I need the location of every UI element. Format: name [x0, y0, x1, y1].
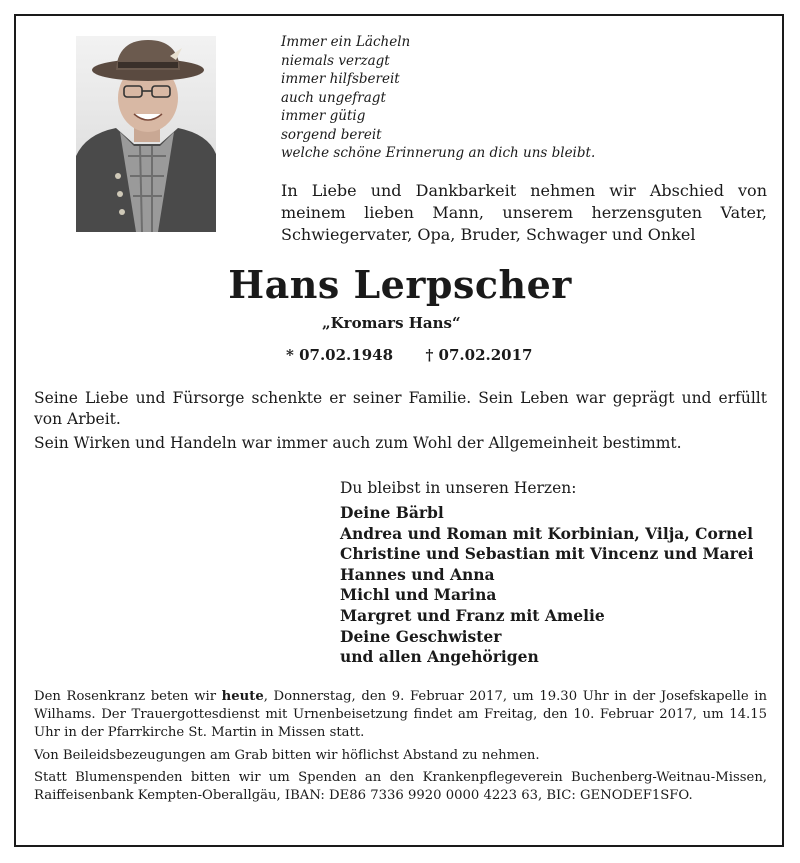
deceased-nickname: „Kromars Hans“ [322, 314, 461, 332]
poem-line: auch ungefragt [281, 89, 386, 106]
bio-paragraph: Seine Liebe und Fürsorge schenkte er seiner Familie. Sein Leben war geprägt und erfüllt von Arbeit. [34, 389, 767, 428]
service-notes [34, 688, 767, 809]
mourner: Deine Geschwister [340, 626, 502, 646]
mourner: Margret und Franz mit Amelie [340, 605, 605, 625]
birth-date: * 07.02.1948 [286, 346, 394, 364]
portrait-photo [76, 36, 216, 232]
rosary-text: Den Rosenkranz beten wir [34, 689, 222, 704]
poem-line: immer gütig [281, 108, 366, 124]
biography [34, 388, 767, 458]
farewell-intro: In Liebe und Dankbarkeit nehmen wir Abschied von meinem lieben Mann, unserem herzensguten Vater, Schwiegervater, Opa, Bruder, Schwager und Onkel [281, 181, 767, 244]
poem-line: niemals verzagt [281, 52, 390, 69]
poem [281, 33, 595, 163]
poem-line: sorgend bereit [281, 126, 382, 143]
condolence-note: Von Beileidsbezeugungen am Grab bitten wir höflichst Abstand zu nehmen. [34, 747, 540, 763]
rosary-note [34, 688, 767, 743]
life-dates [286, 346, 533, 364]
deceased-name: Hans Lerpscher [228, 262, 572, 307]
mourners-list [340, 503, 754, 668]
mourner: und allen Angehörigen [340, 647, 539, 667]
mourner: Christine und Sebastian mit Vincenz und Marei [340, 544, 754, 564]
mourner: Andrea und Roman mit Korbinian, Vilja, Cornel [340, 523, 754, 543]
poem-line: welche schöne Erinnerung an dich uns bleibt. [281, 145, 596, 161]
rosary-today: heute [221, 689, 264, 704]
bio-paragraph: Sein Wirken und Handeln war immer auch zum Wohl der Allgemeinheit bestimmt. [34, 434, 682, 452]
rosary-details: , Donnerstag, den 9. Februar 2017, um 19.30 Uhr in der Josefskapelle in Wilhams. Der Trauergottesdienst mit Urnenbeisetzung findet am Freitag, den 10. Februar 2017, um 14.15 Uhr in der Pfarrkirche St. Martin in Missen statt. [34, 689, 767, 741]
poem-line: immer hilfsbereit [281, 71, 400, 87]
mourners-heading: Du bleibst in unseren Herzen: [340, 479, 577, 497]
death-date: † 07.02.2017 [425, 346, 533, 364]
poem-line: Immer ein Lächeln [281, 34, 411, 50]
mourner: Deine Bärbl [340, 503, 444, 522]
donation-note: Statt Blumenspenden bitten wir um Spenden an den Krankenpflegeverein Buchenberg-Weitnau-Missen, Raiffeisenbank Kempten-Oberallgäu, IBAN: DE86 7336 9920 0000 4223 63, BIC: GENODEF1SFO. [34, 769, 767, 804]
mourner: Hannes und Anna [340, 564, 495, 584]
mourner: Michl und Marina [340, 585, 497, 605]
